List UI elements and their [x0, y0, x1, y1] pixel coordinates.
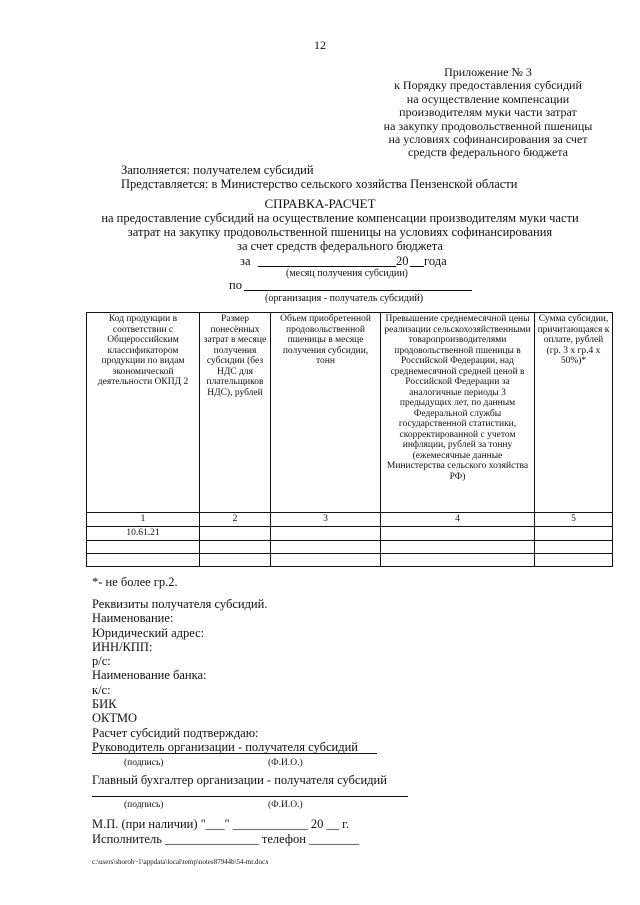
- footnote: *- не более гр.2.: [92, 575, 178, 589]
- head-of-organization: Руководитель организации - получателя субсидий: [92, 739, 358, 754]
- period-prefix: за: [240, 254, 251, 268]
- table-header-cell: Превышение среднемесячной цены реализации сельскохозяйственными товаропроизводителями продовольственной пшеницы в Российской Федерации, над среднемесячной средней ценой в Российской Федерации за аналогичные периоды 3 предыдущих лет, по данным Федеральной службы государственной статистики, скорректированной с учетом инфляции, рублей за тонну (ежемесячные данные Министерства сельского хозяйства РФ): [381, 313, 535, 513]
- table-cell[interactable]: [87, 540, 200, 553]
- confirmation-text: Расчет субсидий подтверждаю:: [92, 725, 259, 740]
- table-row: [87, 527, 613, 541]
- table-cell[interactable]: [535, 553, 613, 566]
- calculation-table: [86, 312, 613, 567]
- table-cell[interactable]: [87, 553, 200, 566]
- organization-field[interactable]: [244, 290, 472, 291]
- appendix-line: на осуществление компенсации: [406, 91, 570, 106]
- document-subtitle: [60, 211, 620, 253]
- requisite-name: Наименование:: [92, 611, 174, 626]
- period-year-suffix: года: [424, 254, 447, 268]
- subtitle-line: на предоставление субсидий на осуществление компенсации производителям муки части: [101, 211, 579, 225]
- requisites-heading: Реквизиты получателя субсидий.: [92, 597, 268, 611]
- head-signature-line[interactable]: [92, 753, 377, 754]
- column-number-cell: 3: [271, 513, 381, 527]
- requisite-corr-account: к/с:: [92, 682, 111, 697]
- table-cell[interactable]: [381, 553, 535, 566]
- column-number-cell: 5: [535, 513, 613, 527]
- table-header-cell: Объем приобретенной продовольственной пшеницы в месяце получения субсидии, тонн: [271, 313, 381, 513]
- period-year-field[interactable]: [410, 266, 424, 267]
- column-number-cell: 2: [200, 513, 271, 527]
- table-header-cell: Код продукции в соответствии с Общероссийским классификатором продукции по видам экономической деятельности ОКПД 2: [87, 313, 200, 513]
- table-cell[interactable]: [381, 527, 535, 541]
- accountant-name-caption: (Ф.И.О.): [268, 800, 303, 810]
- table-cell[interactable]: [200, 527, 271, 541]
- table-row: [87, 553, 613, 566]
- requisite-bik: БИК: [92, 697, 117, 712]
- requisite-bank-name: Наименование банка:: [92, 668, 207, 683]
- table-cell[interactable]: [535, 540, 613, 553]
- appendix-line: на закупку продовольственной пшеницы: [383, 118, 593, 133]
- submitted-to-text: Представляется: в Министерство сельского хозяйства Пензенской области: [121, 177, 518, 191]
- requisite-account: р/с:: [92, 654, 111, 669]
- file-path: c:\users\shoroh~1\appdata\local\temp\notes87944b\54-mr.docx: [92, 858, 269, 866]
- organization-prefix: по: [229, 278, 242, 292]
- document-title: СПРАВКА-РАСЧЕТ: [264, 196, 376, 211]
- subtitle-line: затрат на закупку продовольственной пшеницы на условиях софинансирования: [127, 225, 553, 239]
- appendix-line: Приложение № 3: [444, 65, 532, 79]
- organization-caption: (организация - получатель субсидий): [265, 293, 424, 304]
- period-month-field[interactable]: [258, 266, 396, 267]
- head-name-caption: (Ф.И.О.): [268, 758, 303, 768]
- table-cell[interactable]: [271, 540, 381, 553]
- accountant-signature-line[interactable]: [92, 796, 408, 797]
- table-cell[interactable]: [200, 540, 271, 553]
- period-year-prefix: 20: [396, 254, 409, 268]
- table-cell[interactable]: [200, 553, 271, 566]
- requisite-inn-kpp: ИНН/КПП:: [92, 639, 153, 654]
- table-cell[interactable]: [535, 527, 613, 541]
- form-instructions: [121, 163, 517, 191]
- head-signature-caption: (подпись): [124, 758, 164, 768]
- page-number: 12: [314, 38, 326, 52]
- requisite-oktmo: ОКТМО: [92, 711, 137, 726]
- requisite-address: Юридический адрес:: [92, 625, 205, 640]
- filled-by-text: Заполняется: получателем субсидий: [121, 163, 314, 177]
- table-cell[interactable]: [271, 553, 381, 566]
- subtitle-line: за счет средств федерального бюджета: [237, 239, 443, 253]
- appendix-line: средств федерального бюджета: [408, 145, 568, 160]
- accountant-signature-caption: (подпись): [124, 800, 164, 810]
- stamp-date-line: М.П. (при наличии) "___" ____________ 20 __ г.: [92, 817, 349, 831]
- appendix-line: на условиях софинансирования за счет: [388, 132, 588, 147]
- table-row: [87, 540, 613, 553]
- column-number-cell: 1: [87, 513, 200, 527]
- appendix-header: [368, 66, 608, 160]
- period-caption: (месяц получения субсидии): [286, 268, 408, 279]
- requisites-block: [92, 597, 358, 754]
- appendix-line: производителям муки части затрат: [399, 105, 577, 120]
- column-number-cell: 4: [381, 513, 535, 527]
- chief-accountant-label: Главный бухгалтер организации - получателя субсидий: [92, 773, 387, 787]
- table-cell[interactable]: [271, 527, 381, 541]
- executor-line: Исполнитель _______________ телефон ________: [92, 832, 360, 846]
- table-column-number-row: [87, 513, 613, 527]
- appendix-line: к Порядку предоставления субсидий: [394, 78, 582, 93]
- table-header-cell: Сумма субсидии, причитающаяся к оплате, рублей (гр. 3 х гр.4 х 50%)*: [535, 313, 613, 513]
- table-header-row: [87, 313, 613, 513]
- table-cell[interactable]: 10.61.21: [87, 527, 200, 541]
- table-header-cell: Размер понесённых затрат в месяце получения субсидии (без НДС для плательщиков НДС), рублей: [200, 313, 271, 513]
- table-cell[interactable]: [381, 540, 535, 553]
